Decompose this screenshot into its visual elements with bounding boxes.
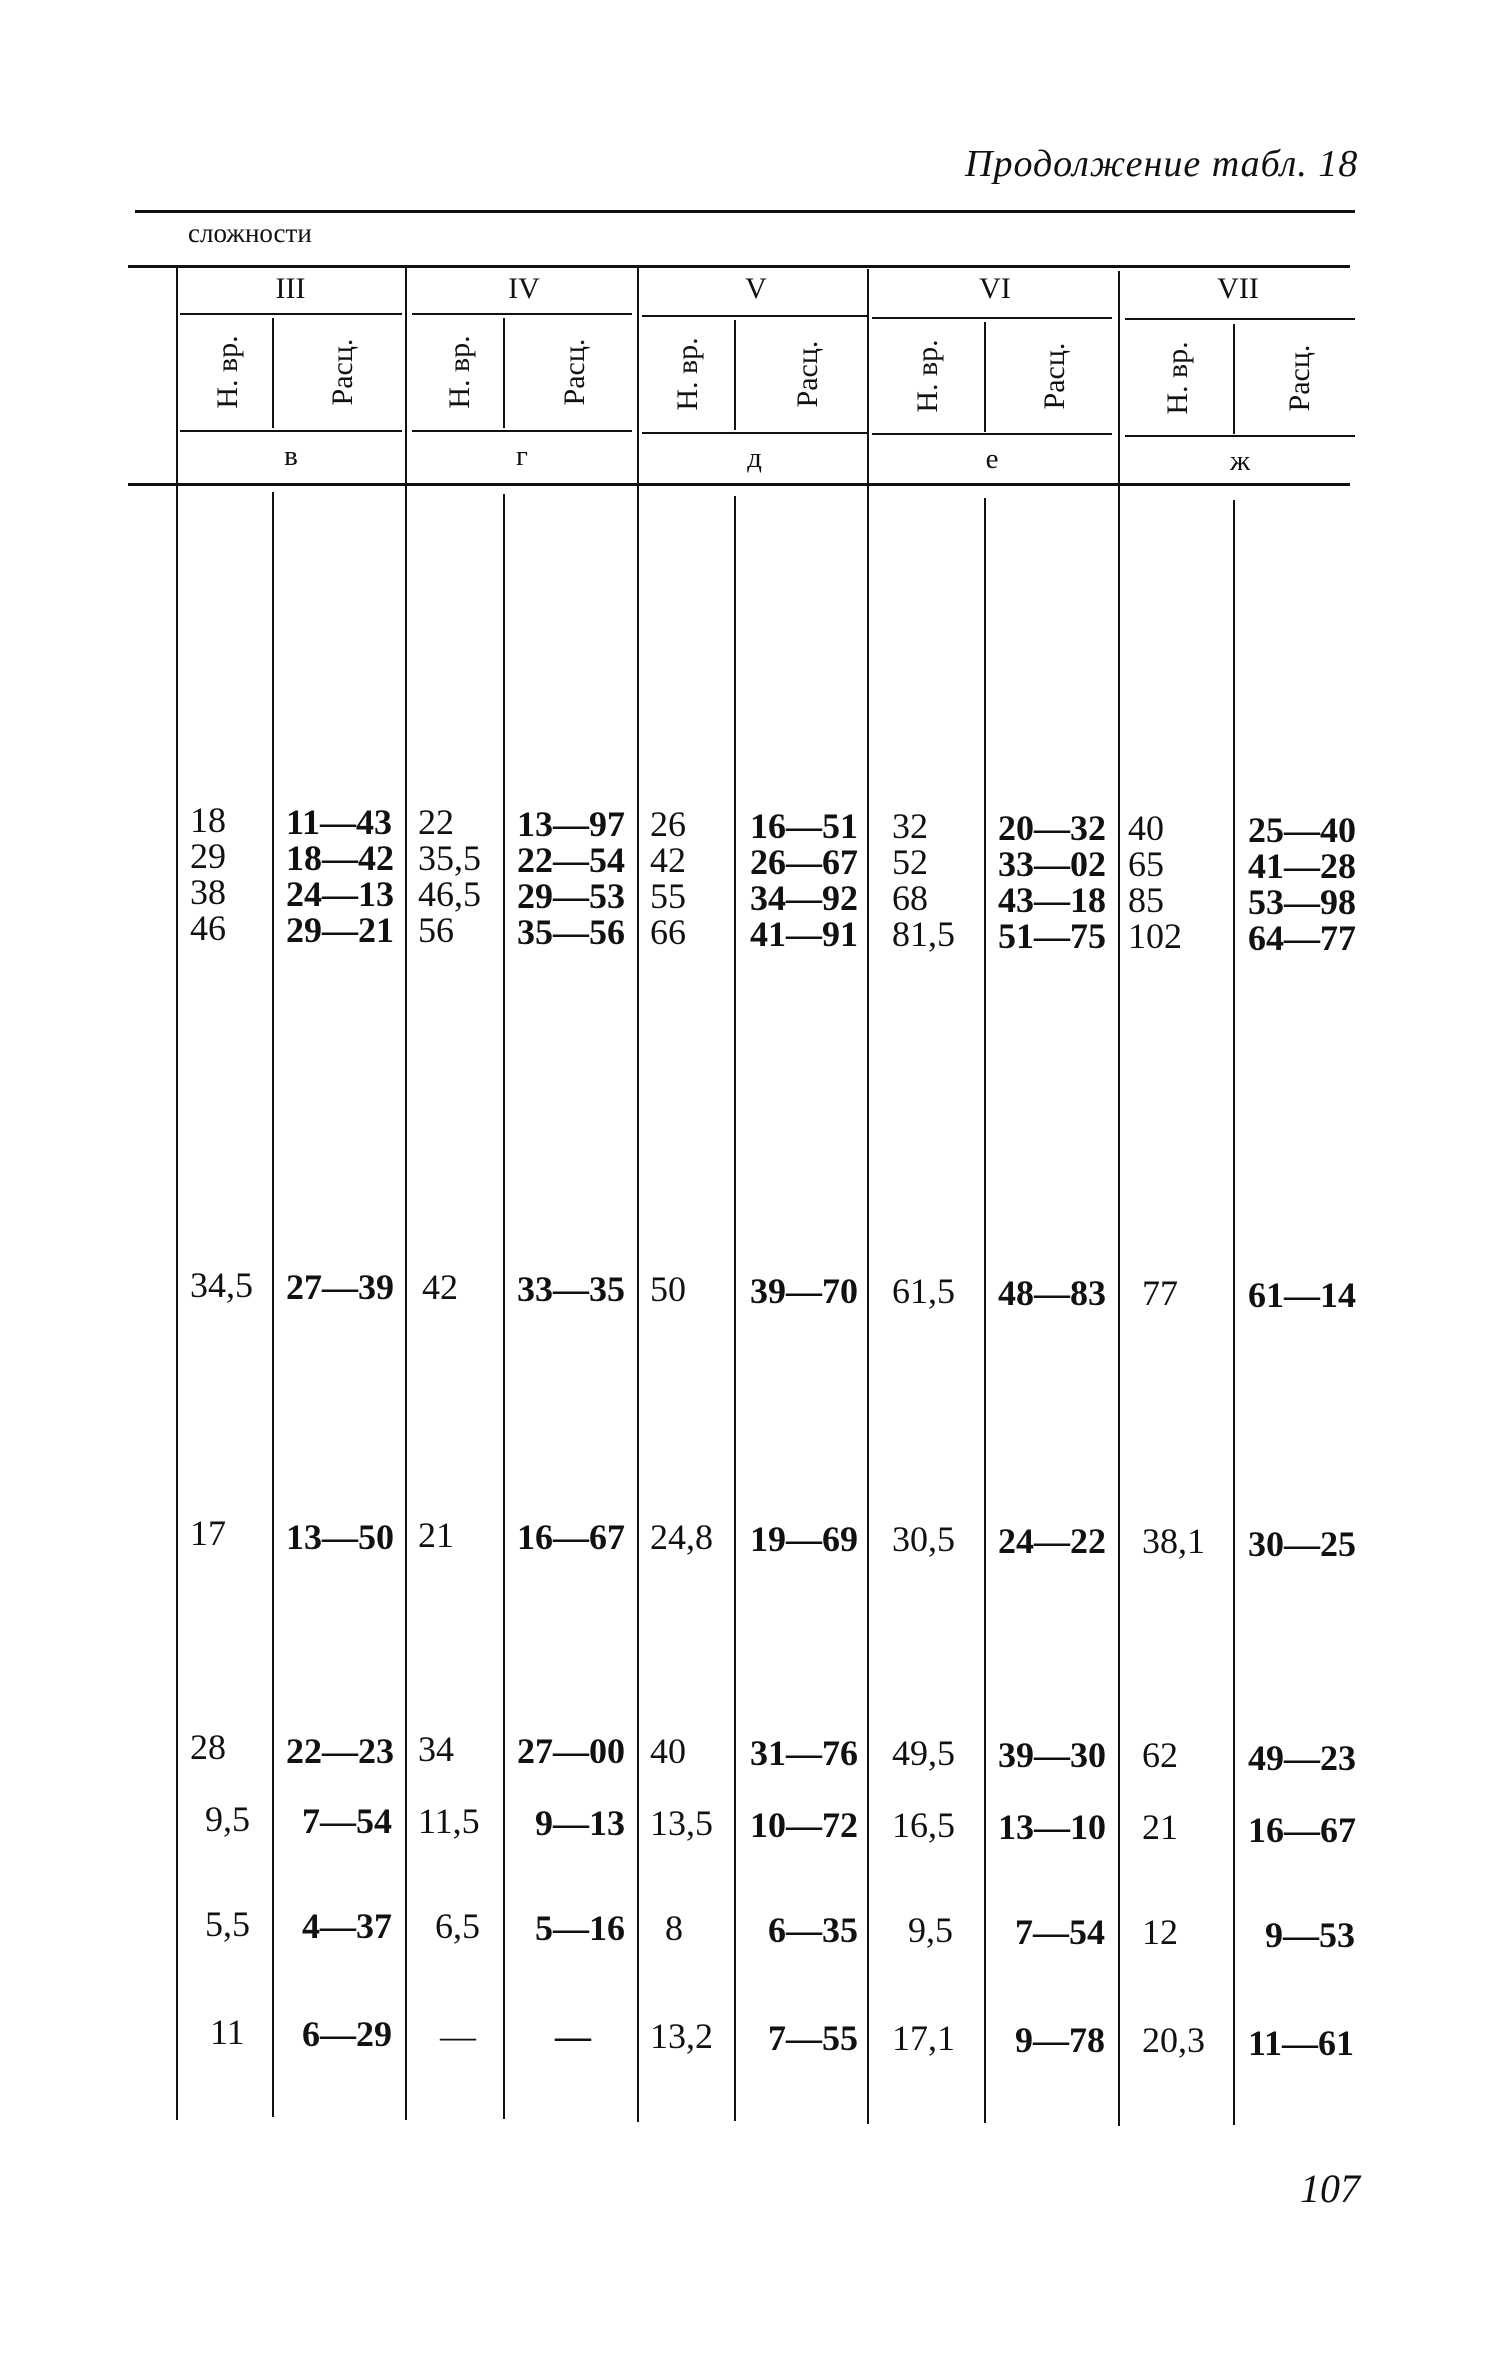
cell-r2-VI-rate: 48—83: [998, 1273, 1106, 1313]
cell-r1-V-time: 26 42 55 66: [650, 804, 686, 952]
subheader-time-VII: Н. вр.: [1161, 341, 1194, 415]
group-sep-left: [176, 265, 178, 2120]
cell-r3-V-time: 24,8: [650, 1517, 713, 1557]
group-rule-VI: [872, 317, 1112, 319]
cell-r2-VII-rate: 61—14: [1248, 1275, 1356, 1315]
subheader-time-III: Н. вр.: [211, 335, 244, 409]
header-rule-1: [128, 265, 1350, 268]
cell-r1-VI-rate: 20—32 33—02 43—18 51—75: [998, 808, 1106, 956]
hdr-sep-V: [734, 320, 736, 430]
group-letter-zh: ж: [1229, 445, 1251, 477]
cell-r6-V-time: 8: [665, 1908, 683, 1948]
subheader-time-VI: Н. вр.: [911, 339, 944, 413]
cell-r4-VI-time: 49,5: [892, 1733, 955, 1773]
cell-r6-V-rate: 6—35: [768, 1910, 858, 1950]
page-number: 107: [1300, 2166, 1360, 2211]
hdr-sep-VII: [1233, 324, 1235, 434]
group-letter-e: е: [985, 443, 999, 475]
cell-r7-III-time: 11: [210, 2012, 245, 2052]
subheader-rate-III: Расц.: [326, 338, 359, 406]
cell-r1-IV-rate: 13—97 22—54 29—53 35—56: [517, 804, 625, 952]
cell-r6-III-rate: 4—37: [302, 1906, 392, 1946]
group-header-VI: VI: [979, 272, 1011, 305]
letters-rule-VI: [872, 433, 1112, 435]
table-continuation-title: Продолжение табл. 18: [965, 143, 1359, 185]
subheader-rate-VI: Расц.: [1038, 342, 1071, 410]
cell-r1-V-rate: 16—51 26—67 34—92 41—91: [750, 806, 858, 954]
cell-r5-VII-time: 21: [1142, 1807, 1178, 1847]
hdr-sep-III: [272, 318, 274, 428]
hdr-sep-IV: [503, 318, 505, 428]
cell-r6-VI-rate: 7—54: [1015, 1912, 1105, 1952]
subheader-rate-VII: Расц.: [1283, 344, 1316, 412]
cell-r7-V-time: 13,2: [650, 2016, 713, 2056]
letters-rule-V: [642, 432, 867, 434]
cell-r7-VI-rate: 9—78: [1015, 2020, 1105, 2060]
cell-r7-VII-rate: 11—61: [1248, 2023, 1355, 2063]
cell-r6-III-time: 5,5: [205, 1904, 250, 1944]
letters-rule-VII: [1125, 435, 1355, 437]
cell-r5-V-time: 13,5: [650, 1803, 713, 1843]
cell-r1-III-rate: 11—43 18—42 24—13 29—21: [286, 802, 394, 950]
letters-rule-III: [180, 430, 402, 432]
subheader-rate-V: Расц.: [791, 340, 824, 408]
cell-r7-IV-rate: —: [555, 2016, 591, 2056]
subheader-rate-IV: Расц.: [558, 338, 591, 406]
group-letter-g: г: [516, 440, 528, 472]
subheader-time-IV: Н. вр.: [443, 335, 476, 409]
body-sep-IV: [503, 494, 505, 2119]
cell-r3-III-rate: 13—50: [286, 1517, 394, 1557]
group-sep-4: [1118, 271, 1120, 2126]
cell-r4-IV-rate: 27—00: [517, 1731, 625, 1771]
cell-r5-V-rate: 10—72: [750, 1805, 858, 1845]
letters-rule-IV: [412, 430, 632, 432]
cell-r2-V-rate: 39—70: [750, 1271, 858, 1311]
cell-r2-V-time: 50: [650, 1269, 686, 1309]
body-sep-VII: [1233, 500, 1235, 2125]
cell-r6-IV-time: 6,5: [435, 1906, 480, 1946]
subheader-time-V: Н. вр.: [671, 337, 704, 411]
cell-r1-IV-time: 22 35,5 46,5 56: [418, 802, 481, 950]
body-sep-III: [272, 492, 274, 2117]
cell-r6-VII-rate: 9—53: [1265, 1915, 1355, 1955]
cell-r3-VII-time: 38,1: [1142, 1521, 1205, 1561]
cell-r2-IV-time: 42: [422, 1267, 458, 1307]
cell-r2-IV-rate: 33—35: [517, 1269, 625, 1309]
cell-r5-IV-time: 11,5: [418, 1801, 480, 1841]
group-sep-3: [867, 269, 869, 2124]
cell-r6-VII-time: 12: [1142, 1912, 1178, 1952]
cell-r5-III-rate: 7—54: [302, 1801, 392, 1841]
cell-r4-VII-time: 62: [1142, 1735, 1178, 1775]
cell-r3-IV-time: 21: [418, 1515, 454, 1555]
cell-r2-VI-time: 61,5: [892, 1271, 955, 1311]
cell-r2-III-time: 34,5: [190, 1265, 253, 1305]
cell-r3-VI-rate: 24—22: [998, 1521, 1106, 1561]
cell-r1-VI-time: 32 52 68 81,5: [892, 806, 955, 954]
cell-r5-VII-rate: 16—67: [1248, 1810, 1356, 1850]
hdr-sep-VI: [984, 322, 986, 432]
cell-r7-IV-time: —: [440, 2016, 476, 2056]
cell-r5-VI-rate: 13—10: [998, 1807, 1106, 1847]
group-letter-d: д: [747, 442, 762, 474]
cell-r1-VII-rate: 25—40 41—28 53—98 64—77: [1248, 810, 1356, 958]
cell-r4-III-time: 28: [190, 1727, 226, 1767]
cell-r3-VI-time: 30,5: [892, 1519, 955, 1559]
group-header-VII: VII: [1217, 272, 1259, 305]
cell-r3-V-rate: 19—69: [750, 1519, 858, 1559]
cell-r5-IV-rate: 9—13: [535, 1803, 625, 1843]
cell-r4-VI-rate: 39—30: [998, 1735, 1106, 1775]
header-bottom-rule: [128, 483, 1350, 486]
cell-r6-IV-rate: 5—16: [535, 1908, 625, 1948]
cell-r6-VI-time: 9,5: [908, 1910, 953, 1950]
cell-r7-V-rate: 7—55: [768, 2018, 858, 2058]
cell-r2-VII-time: 77: [1142, 1273, 1178, 1313]
group-sep-2: [637, 267, 639, 2122]
group-header-IV: IV: [508, 272, 540, 305]
group-letter-v: в: [284, 440, 298, 472]
cell-r3-III-time: 17: [190, 1513, 226, 1553]
cell-r4-IV-time: 34: [418, 1729, 454, 1769]
body-sep-VI: [984, 498, 986, 2123]
cell-r3-VII-rate: 30—25: [1248, 1524, 1356, 1564]
cell-r7-VI-time: 17,1: [892, 2018, 955, 2058]
cell-r1-VII-time: 40 65 85 102: [1128, 808, 1182, 956]
cell-r4-VII-rate: 49—23: [1248, 1738, 1356, 1778]
cell-r5-VI-time: 16,5: [892, 1805, 955, 1845]
cell-r3-IV-rate: 16—67: [517, 1517, 625, 1557]
cell-r7-III-rate: 6—29: [302, 2014, 392, 2054]
cell-r4-V-rate: 31—76: [750, 1733, 858, 1773]
group-header-V: V: [745, 272, 767, 305]
cell-r5-III-time: 9,5: [205, 1799, 250, 1839]
cell-r7-VII-time: 20,3: [1142, 2020, 1205, 2060]
top-rule: [135, 210, 1355, 213]
cell-r1-III-time: 18 29 38 46: [190, 800, 226, 948]
group-sep-1: [405, 265, 407, 2120]
cell-r4-V-time: 40: [650, 1731, 686, 1771]
body-sep-V: [734, 496, 736, 2121]
group-rule-VII: [1125, 318, 1355, 320]
group-header-III: III: [275, 272, 306, 305]
complexity-label: сложности: [188, 218, 312, 248]
cell-r4-III-rate: 22—23: [286, 1731, 394, 1771]
cell-r2-III-rate: 27—39: [286, 1267, 394, 1307]
